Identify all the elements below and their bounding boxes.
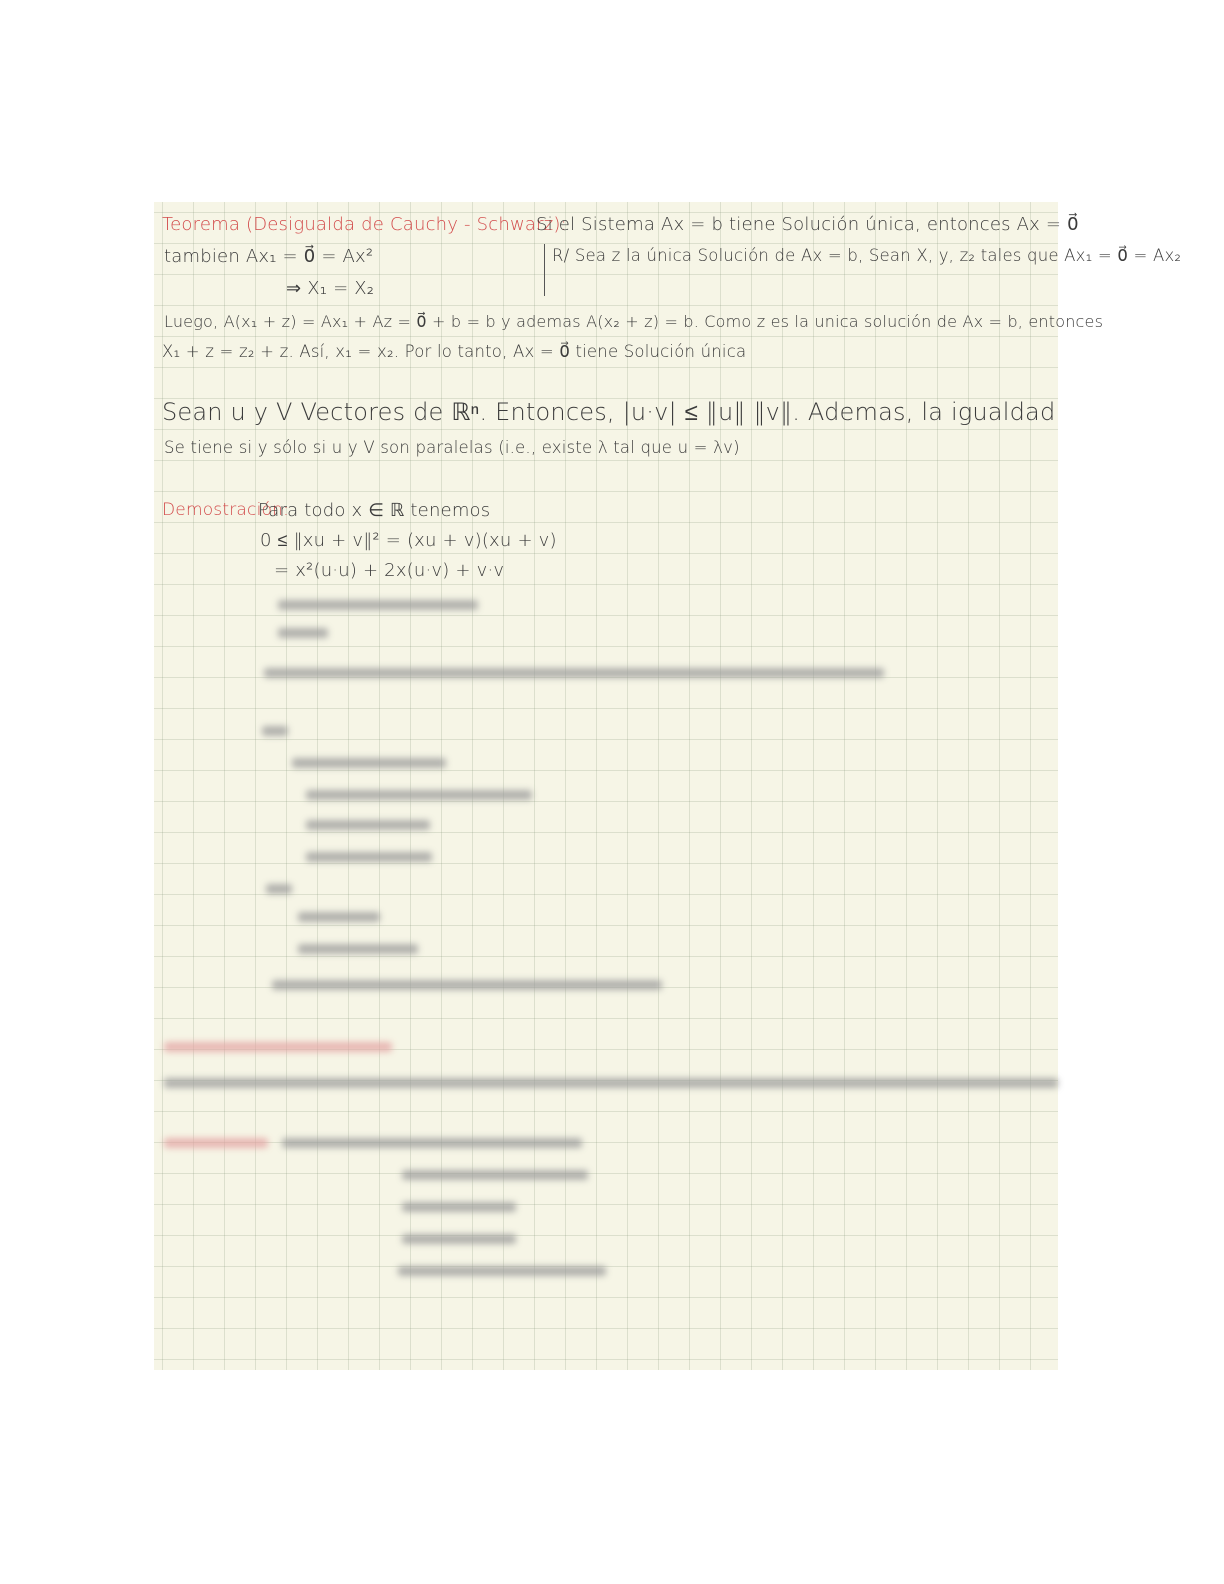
blurred-line [282,1138,582,1148]
blurred-line [298,944,418,954]
proof-label: Demostración: [162,500,290,520]
blurred-line [402,1170,588,1180]
blurred-line [292,758,446,768]
theorem-title: Teorema (Desigualda de Cauchy - Schwarz): [162,214,567,235]
proof-line-2: 0 ≤ ‖xu + v‖² = (xu + v)(xu + v) [260,530,557,551]
blurred-line [298,912,380,922]
blurred-line [402,1234,516,1244]
blurred-line [164,1042,392,1052]
notebook-page [154,202,1182,1370]
blurred-line [306,790,532,800]
blurred-line [278,600,478,610]
blurred-line [306,820,430,830]
blurred-line [164,1078,1058,1088]
theorem-line-1: Si el Sistema Ax = b tiene Solución única, entonces Ax = 0⃗ [536,214,1079,235]
blurred-line [402,1202,516,1212]
theorem-line-4: Luego, A(x₁ + z) = Ax₁ + Az = 0⃗ + b = b y ademas A(x₂ + z) = b. Como z es la unica solución de Ax = b, entonces [164,312,1104,331]
blurred-line [398,1266,606,1276]
theorem-line-2b: R/ Sea z la única Solución de Ax = b, Sean X, y, z₂ tales que Ax₁ = 0⃗ = Ax₂ [552,246,1182,265]
statement-line-2: Se tiene si y sólo si u y V son paralelas (i.e., existe λ tal que u = λv) [164,438,740,457]
blurred-line [164,1138,268,1148]
theorem-line-3: ⇒ X₁ = X₂ [286,278,375,299]
proof-line-1: Para todo x ∈ ℝ tenemos [258,500,491,521]
blurred-line [262,726,288,736]
vertical-divider [544,244,545,296]
blurred-line [272,980,662,990]
blurred-line [266,884,292,894]
blurred-line [278,628,328,638]
proof-line-3: = x²(u·u) + 2x(u·v) + v·v [274,560,505,581]
statement-line-1: Sean u y V Vectores de ℝⁿ. Entonces, |u·v| ≤ ‖u‖ ‖v‖. Ademas, la igualdad [162,398,1056,426]
blurred-line [264,668,884,678]
blurred-content-region [154,594,1058,1370]
blurred-line [306,852,432,862]
theorem-line-5: X₁ + z = z₂ + z. Así, x₁ = x₂. Por lo tanto, Ax = 0⃗ tiene Solución única [162,342,747,361]
theorem-line-2a: tambien Ax₁ = 0⃗ = Ax² [164,246,374,267]
